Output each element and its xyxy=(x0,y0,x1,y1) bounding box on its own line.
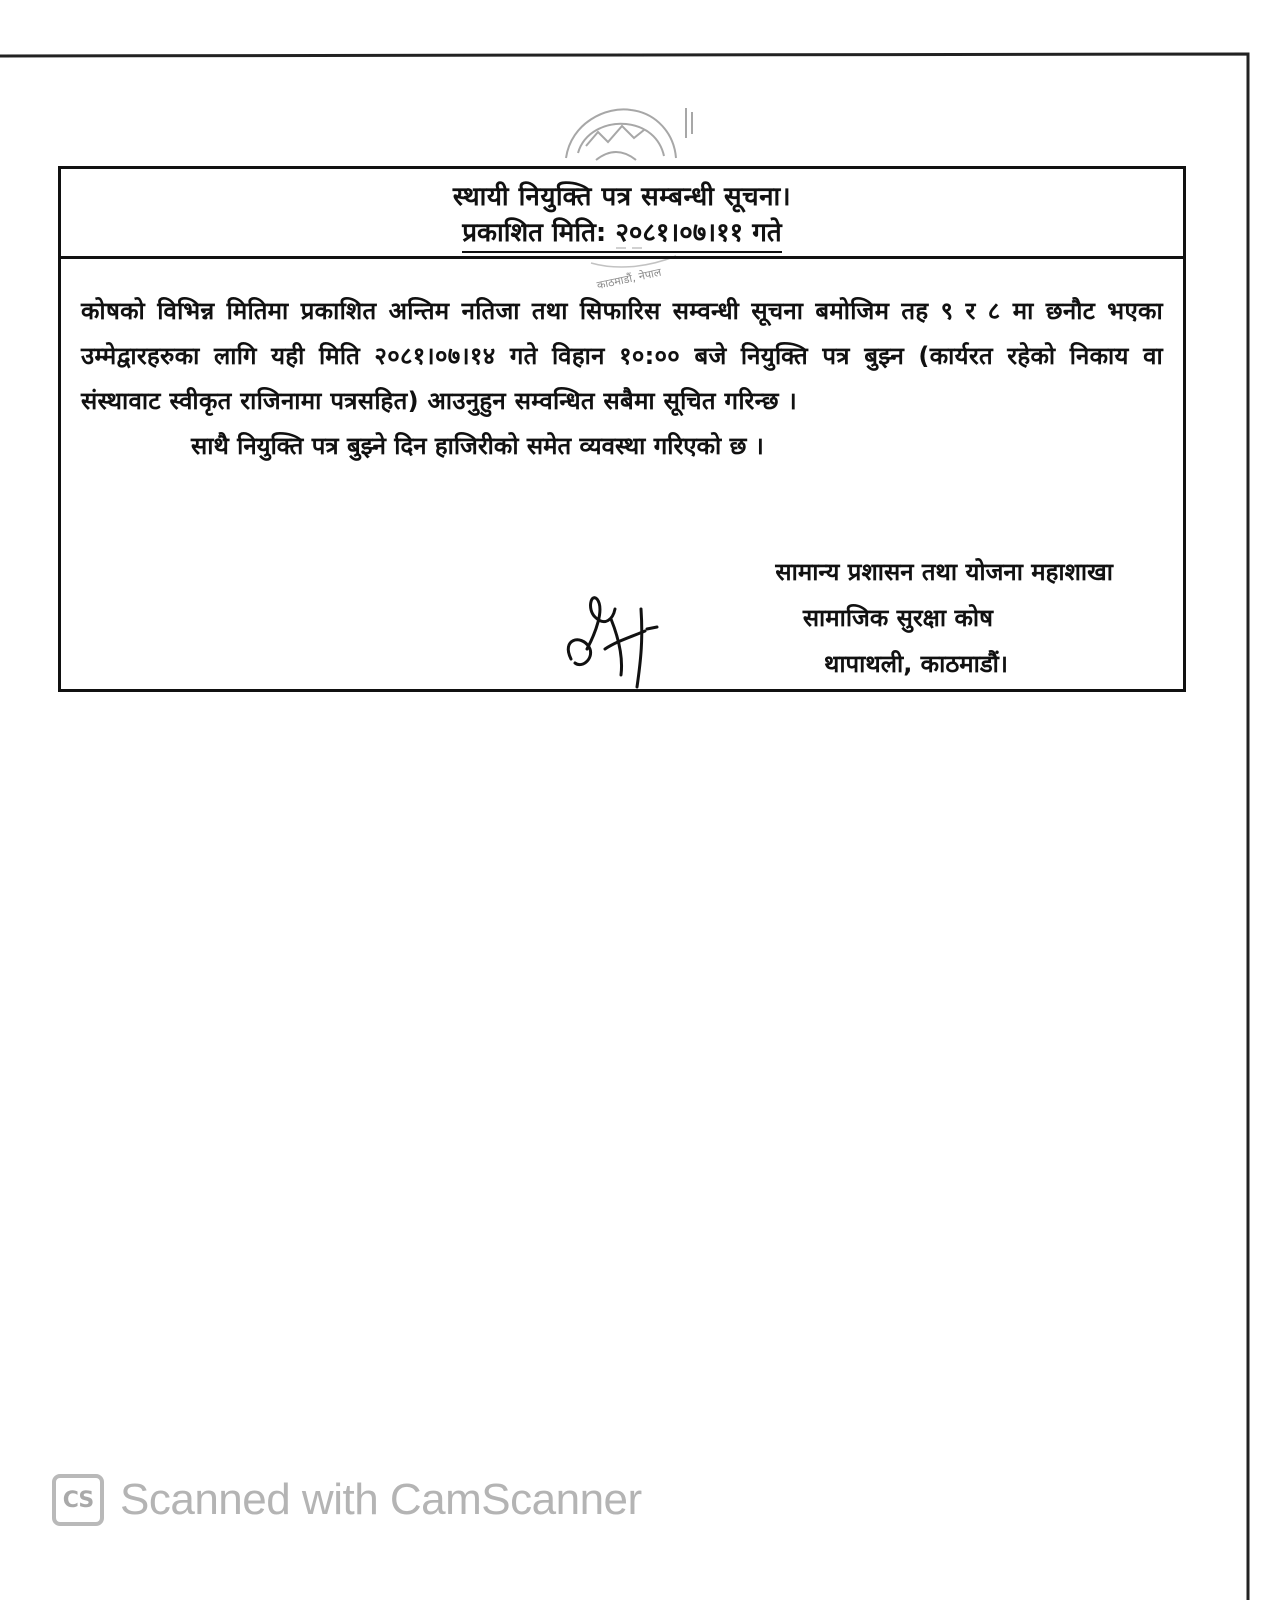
camscanner-watermark xyxy=(52,1470,642,1530)
stamp-text: काठमाडौं, नेपाल xyxy=(595,265,663,293)
notice-title: स्थायी नियुक्ति पत्र सम्बन्धी सूचना। xyxy=(452,182,792,212)
camscanner-text: Scanned with CamScanner xyxy=(120,1475,642,1524)
notice-paragraph-2: साथै नियुक्ति पत्र बुझ्ने दिन हाजिरीको समेत व्यवस्था गरिएको छ । xyxy=(191,432,764,460)
signoff-organization: सामाजिक सुरक्षा कोष xyxy=(802,604,993,632)
notice-box xyxy=(58,166,1186,692)
published-date: प्रकाशित मिति: २०८१।०७।११ गते xyxy=(462,215,781,253)
notice-header xyxy=(61,169,1183,259)
signoff-address: थापाथली, काठमाडौं। xyxy=(823,650,1008,678)
camscanner-logo-icon: CS xyxy=(52,1474,104,1526)
signoff-block xyxy=(775,549,1113,687)
notice-paragraph-1: कोषको विभिन्न मितिमा प्रकाशित अन्तिम नतिजा तथा सिफारिस सम्वन्धी सूचना बमोजिम तह ९ र ८ मा छनौट भएका उम्मेद्वारहरुका लागि यही मिति २०८१।०७।१४ गते विहान १०:०० बजे नियुक्ति पत्र बुझ्न (कार्यरत रहेको निकाय वा संस्थावाट स्वीकृत राजिनामा पत्रसहित) आउनुहुन सम्वन्धित सबैमा सूचित गरिन्छ । xyxy=(81,297,1163,415)
signoff-department: सामान्य प्रशासन तथा योजना महाशाखा xyxy=(775,558,1113,586)
signature xyxy=(561,579,681,689)
notice-body xyxy=(61,259,1183,469)
